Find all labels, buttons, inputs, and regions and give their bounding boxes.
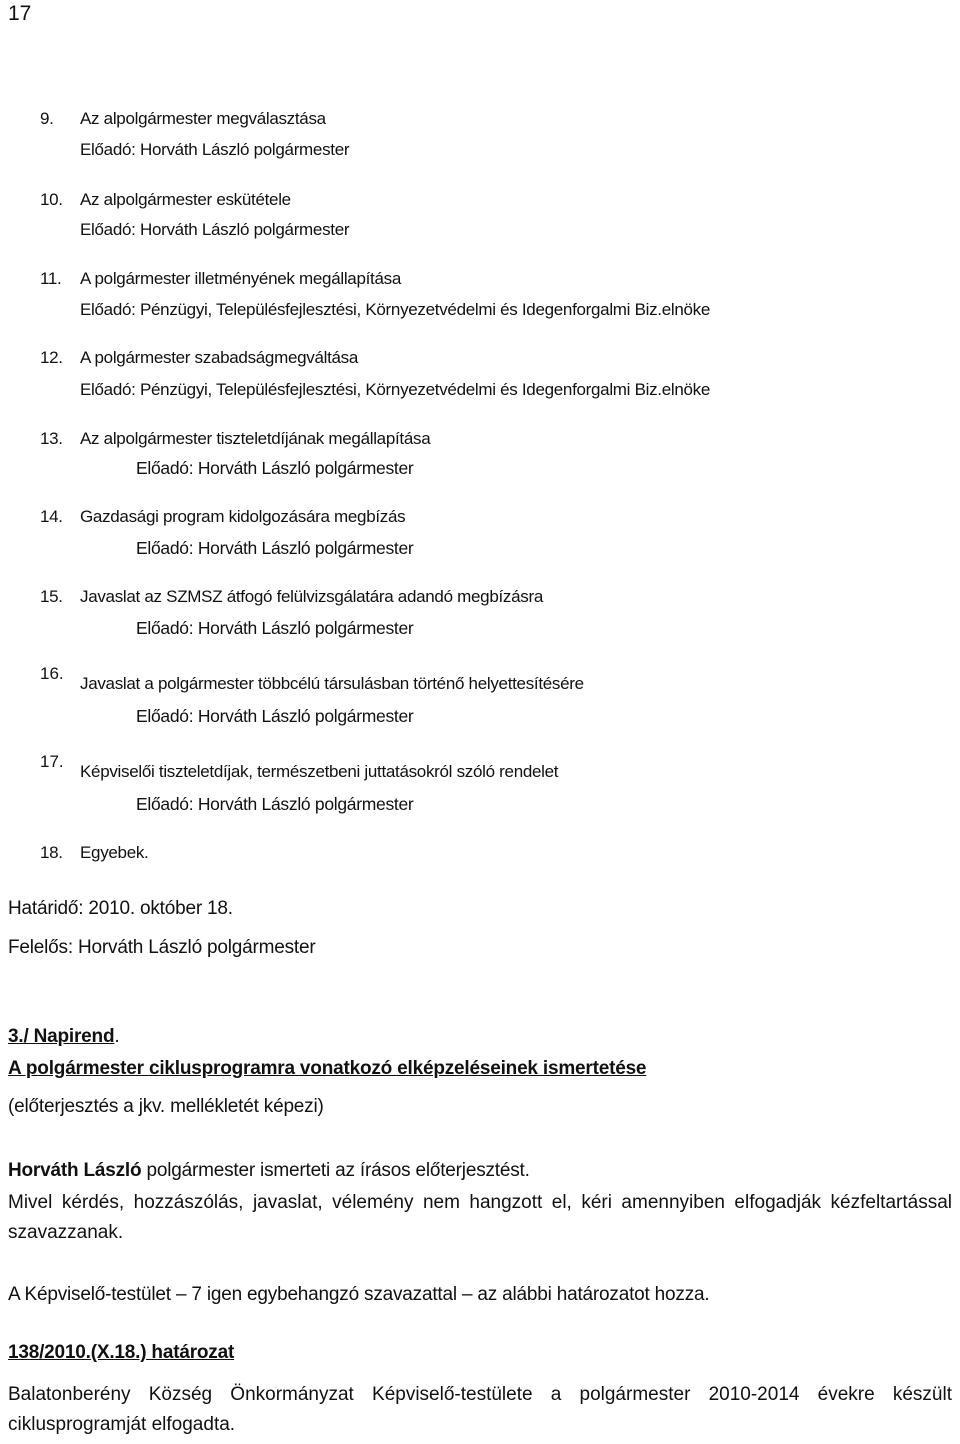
agenda-item-title: Az alpolgármester eskütétele [80,190,291,209]
agenda-item-presenter: Előadó: Horváth László polgármester [136,538,414,558]
vote-call: Mivel kérdés, hozzászólás, javaslat, vélemény nem hangzott el, kéri amennyiben elfogadják kézfeltartással szavazzanak. [8,1192,952,1243]
agenda-item-presenter: Előadó: Horváth László polgármester [136,458,414,478]
agenda-item-12 [40,343,358,373]
agenda-item-number: 11. [40,269,62,288]
agenda-item-14 [40,502,405,532]
agenda-item-title: Egyebek. [80,843,149,862]
section-heading-line [8,1026,119,1048]
resolution-id: 138/2010.(X.18.) határozat [8,1342,235,1363]
speaker-name: Horváth László [8,1160,142,1181]
agenda-item-title: Az alpolgármester megválasztása [80,109,326,128]
agenda-item-presenter: Előadó: Pénzügyi, Településfejlesztési, Környezetvédelmi és Idegenforgalmi Biz.elnöke [80,300,711,319]
agenda-item-17-number: 17. [40,752,64,771]
speaker-text: polgármester ismerteti az írásos előterjesztést. [141,1160,530,1181]
section-heading: 3./ Napirend [8,1026,115,1047]
agenda-item-presenter: Előadó: Pénzügyi, Településfejlesztési, Környezetvédelmi és Idegenforgalmi Biz.elnöke [80,380,711,399]
agenda-item-10 [40,185,291,215]
agenda-item-17-title: Képviselői tiszteletdíjak, természetbeni juttatásokról szóló rendelet [80,762,559,781]
agenda-item-presenter: Előadó: Horváth László polgármester [136,706,414,726]
agenda-item-11 [40,264,401,294]
agenda-item-title: A polgármester szabadságmegváltása [80,348,359,367]
responsible: Felelős: Horváth László polgármester [8,937,316,958]
agenda-item-presenter: Előadó: Horváth László polgármester [136,794,414,814]
speaker-line [8,1160,530,1182]
agenda-item-18 [40,838,148,868]
agenda-item-number: 15. [40,587,63,606]
agenda-item-presenter: Előadó: Horváth László polgármester [80,220,350,239]
vote-result: A Képviselő-testület – 7 igen egybehangzó szavazattal – az alábbi határozatot hozza. [8,1284,710,1305]
agenda-item-title: Az alpolgármester tiszteletdíjának megállapítása [80,429,431,448]
agenda-item-presenter: Előadó: Horváth László polgármester [136,618,414,638]
agenda-item-9 [40,104,326,134]
agenda-item-16-title: Javaslat a polgármester többcélú társulásban történő helyettesítésére [80,674,584,693]
agenda-item-15 [40,582,543,612]
agenda-item-number: 9. [40,109,54,128]
agenda-item-title: A polgármester illetményének megállapítása [80,269,401,288]
page-number: 17 [8,2,32,25]
agenda-item-13 [40,424,430,454]
agenda-item-number: 13. [40,429,63,448]
agenda-item-16-number: 16. [40,664,64,683]
resolution-text: Balatonberény Község Önkormányzat Képviselő-testülete a polgármester 2010-2014 évekre készült ciklusprogramját elfogadta. [8,1384,952,1435]
agenda-item-number: 10. [40,190,63,209]
agenda-item-title: Javaslat az SZMSZ átfogó felülvizsgálatára adandó megbízásra [80,587,543,606]
agenda-item-number: 18. [40,843,63,862]
agenda-item-number: 12. [40,348,63,367]
deadline: Határidő: 2010. október 18. [8,898,233,919]
agenda-item-number: 14. [40,507,63,526]
section-note: (előterjesztés a jkv. mellékletét képezi) [8,1096,324,1117]
section-heading-dot: . [114,1026,120,1047]
agenda-item-presenter: Előadó: Horváth László polgármester [80,140,350,159]
agenda-item-title: Gazdasági program kidolgozására megbízás [80,507,406,526]
section-subject: A polgármester ciklusprogramra vonatkozó elképzeléseinek ismertetése [8,1058,647,1079]
